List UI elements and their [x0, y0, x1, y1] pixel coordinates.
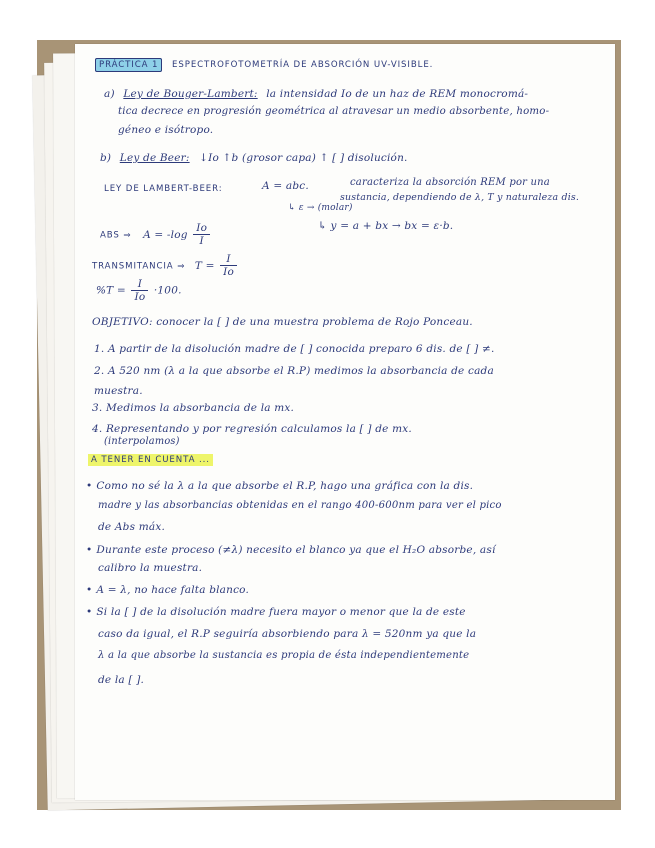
- practice-tag: PRÁCTICA 1: [95, 58, 162, 72]
- practice-title: ESPECTROFOTOMETRÍA DE ABSORCIÓN UV-VISIBLE.: [172, 60, 434, 70]
- objective-step: 4. Representando y por regresión calculamos la [ ] de mx.: [92, 423, 412, 435]
- note-line: • Si la [ ] de la disolución madre fuera mayor o menor que la de este: [86, 606, 466, 618]
- law-b-line: b) Ley de Beer: ↓Io ↑b (grosor capa) ↑ [ ] disolución.: [100, 152, 408, 164]
- bullet-icon: •: [86, 584, 93, 596]
- note-line: caso da igual, el R.P seguiría absorbiendo para λ = 520nm ya que la: [98, 628, 477, 640]
- bullet-icon: •: [86, 480, 93, 492]
- law-a-line-1: a) Ley de Bouger-Lambert: la intensidad Io de un haz de REM monocromá-: [104, 88, 529, 100]
- transmittance-fraction: $\frac{I}{Io}$: [220, 253, 237, 278]
- characterization-line-2: sustancia, dependiendo de λ, T y naturaleza dis.: [340, 192, 580, 203]
- percent-transmittance-formula: %T = $\frac{I}{Io}$ ·100.: [96, 278, 182, 303]
- note-line: • Como no sé la λ a la que absorbe el R.P, hago una gráfica con la dis.: [86, 480, 474, 492]
- note-line: λ a la que absorbe la sustancia es propia de ésta independientemente: [98, 650, 470, 661]
- objective-step: 2. A 520 nm (λ a la que absorbe el R.P) medimos la absorbancia de cada: [94, 365, 494, 377]
- objective-step: (interpolamos): [104, 436, 180, 447]
- bullet-icon: •: [86, 606, 93, 618]
- objective-step: 3. Medimos la absorbancia de la mx.: [92, 402, 295, 414]
- transmittance-formula: TRANSMITANCIA ⇒ T = $\frac{I}{Io}$: [92, 253, 239, 278]
- law-a-line-2: tica decrece en progresión geométrica al atravesar un medio absorbente, homo-: [118, 106, 550, 117]
- page-header: [95, 60, 433, 70]
- note-line: • A = λ, no hace falta blanco.: [86, 584, 250, 596]
- objective-step: 1. A partir de la disolución madre de [ ] conocida preparo 6 dis. de [ ] ≠.: [94, 343, 495, 355]
- note-line: calibro la muestra.: [98, 562, 203, 574]
- absorbance-formula: ABS ⇒ A = -log $\frac{Io}{I}$: [100, 222, 212, 247]
- note-line: • Durante este proceso (≠λ) necesito el blanco ya que el H₂O absorbe, así: [86, 544, 496, 556]
- note-line: de Abs máx.: [98, 521, 165, 533]
- characterization-line-1: caracteriza la absorción REM por una: [350, 177, 550, 188]
- linear-equation: ↳ y = a + bx → bx = ε·b.: [318, 220, 454, 232]
- notes-heading: A TENER EN CUENTA ...: [88, 455, 213, 465]
- lambert-beer-equation: A = abc.: [262, 180, 309, 192]
- lambert-beer-label: LEY DE LAMBERT-BEER:: [104, 184, 223, 194]
- objective-text: OBJETIVO: conocer la [ ] de una muestra problema de Rojo Ponceau.: [92, 316, 473, 328]
- note-line: de la [ ].: [98, 674, 145, 686]
- note-line: madre y las absorbancias obtenidas en el rango 400-600nm para ver el pico: [98, 500, 502, 511]
- epsilon-note: ↳ ε → (molar): [288, 203, 353, 213]
- law-a-name: Ley de Bouger-Lambert:: [123, 88, 258, 100]
- absorbance-fraction: $\frac{Io}{I}$: [193, 222, 210, 247]
- law-a-line-3: géneo e isótropo.: [118, 124, 214, 136]
- percent-fraction: $\frac{I}{Io}$: [131, 278, 148, 303]
- objective-step: muestra.: [94, 385, 143, 397]
- bullet-icon: •: [86, 544, 93, 556]
- law-b-name: Ley de Beer:: [119, 152, 190, 164]
